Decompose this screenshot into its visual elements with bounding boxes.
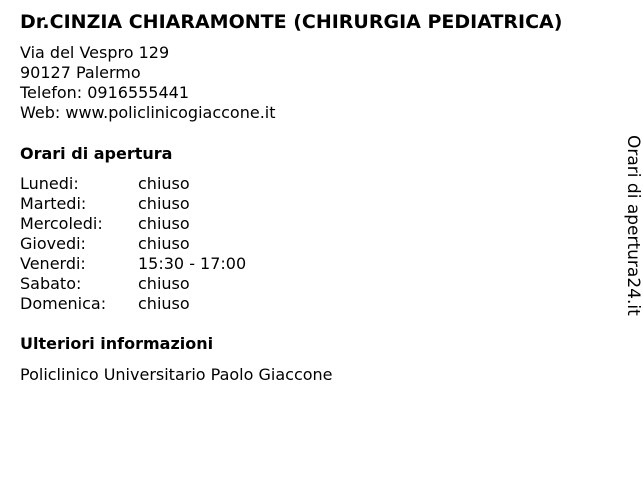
opening-hours-table bbox=[20, 174, 246, 314]
hours-day: Mercoledi: bbox=[20, 214, 103, 233]
info-text: Policlinico Universitario Paolo Giaccone bbox=[20, 365, 333, 384]
address-street: Via del Vespro 129 bbox=[20, 43, 170, 62]
info-heading: Ulteriori informazioni bbox=[20, 334, 214, 353]
hours-row-monday bbox=[20, 174, 246, 194]
address-phone: Telefon: 0916555441 bbox=[20, 83, 190, 102]
hours-time: 15:30 - 17:00 bbox=[138, 254, 247, 273]
hours-row-thursday bbox=[20, 234, 246, 254]
address-city: 90127 Palermo bbox=[20, 63, 141, 82]
hours-heading: Orari di apertura bbox=[20, 144, 173, 163]
address-block bbox=[20, 43, 276, 123]
hours-row-sunday bbox=[20, 294, 246, 314]
hours-day: Martedi: bbox=[20, 194, 87, 213]
hours-time: chiuso bbox=[138, 174, 190, 193]
hours-row-wednesday bbox=[20, 214, 246, 234]
hours-time: chiuso bbox=[138, 194, 190, 213]
hours-day: Lunedi: bbox=[20, 174, 79, 193]
hours-row-tuesday bbox=[20, 194, 246, 214]
page-title: Dr.CINZIA CHIARAMONTE (CHIRURGIA PEDIATRICA) bbox=[20, 11, 563, 33]
hours-day: Sabato: bbox=[20, 274, 82, 293]
hours-day: Venerdi: bbox=[20, 254, 86, 273]
hours-time: chiuso bbox=[138, 294, 190, 313]
hours-time: chiuso bbox=[138, 274, 190, 293]
hours-day: Giovedi: bbox=[20, 234, 86, 253]
hours-row-saturday bbox=[20, 274, 246, 294]
hours-time: chiuso bbox=[138, 214, 190, 233]
hours-day: Domenica: bbox=[20, 294, 107, 313]
hours-time: chiuso bbox=[138, 234, 190, 253]
address-web: Web: www.policlinicogiaccone.it bbox=[20, 103, 276, 122]
hours-row-friday bbox=[20, 254, 246, 274]
site-watermark: Orari di apertura24.it bbox=[623, 135, 643, 316]
